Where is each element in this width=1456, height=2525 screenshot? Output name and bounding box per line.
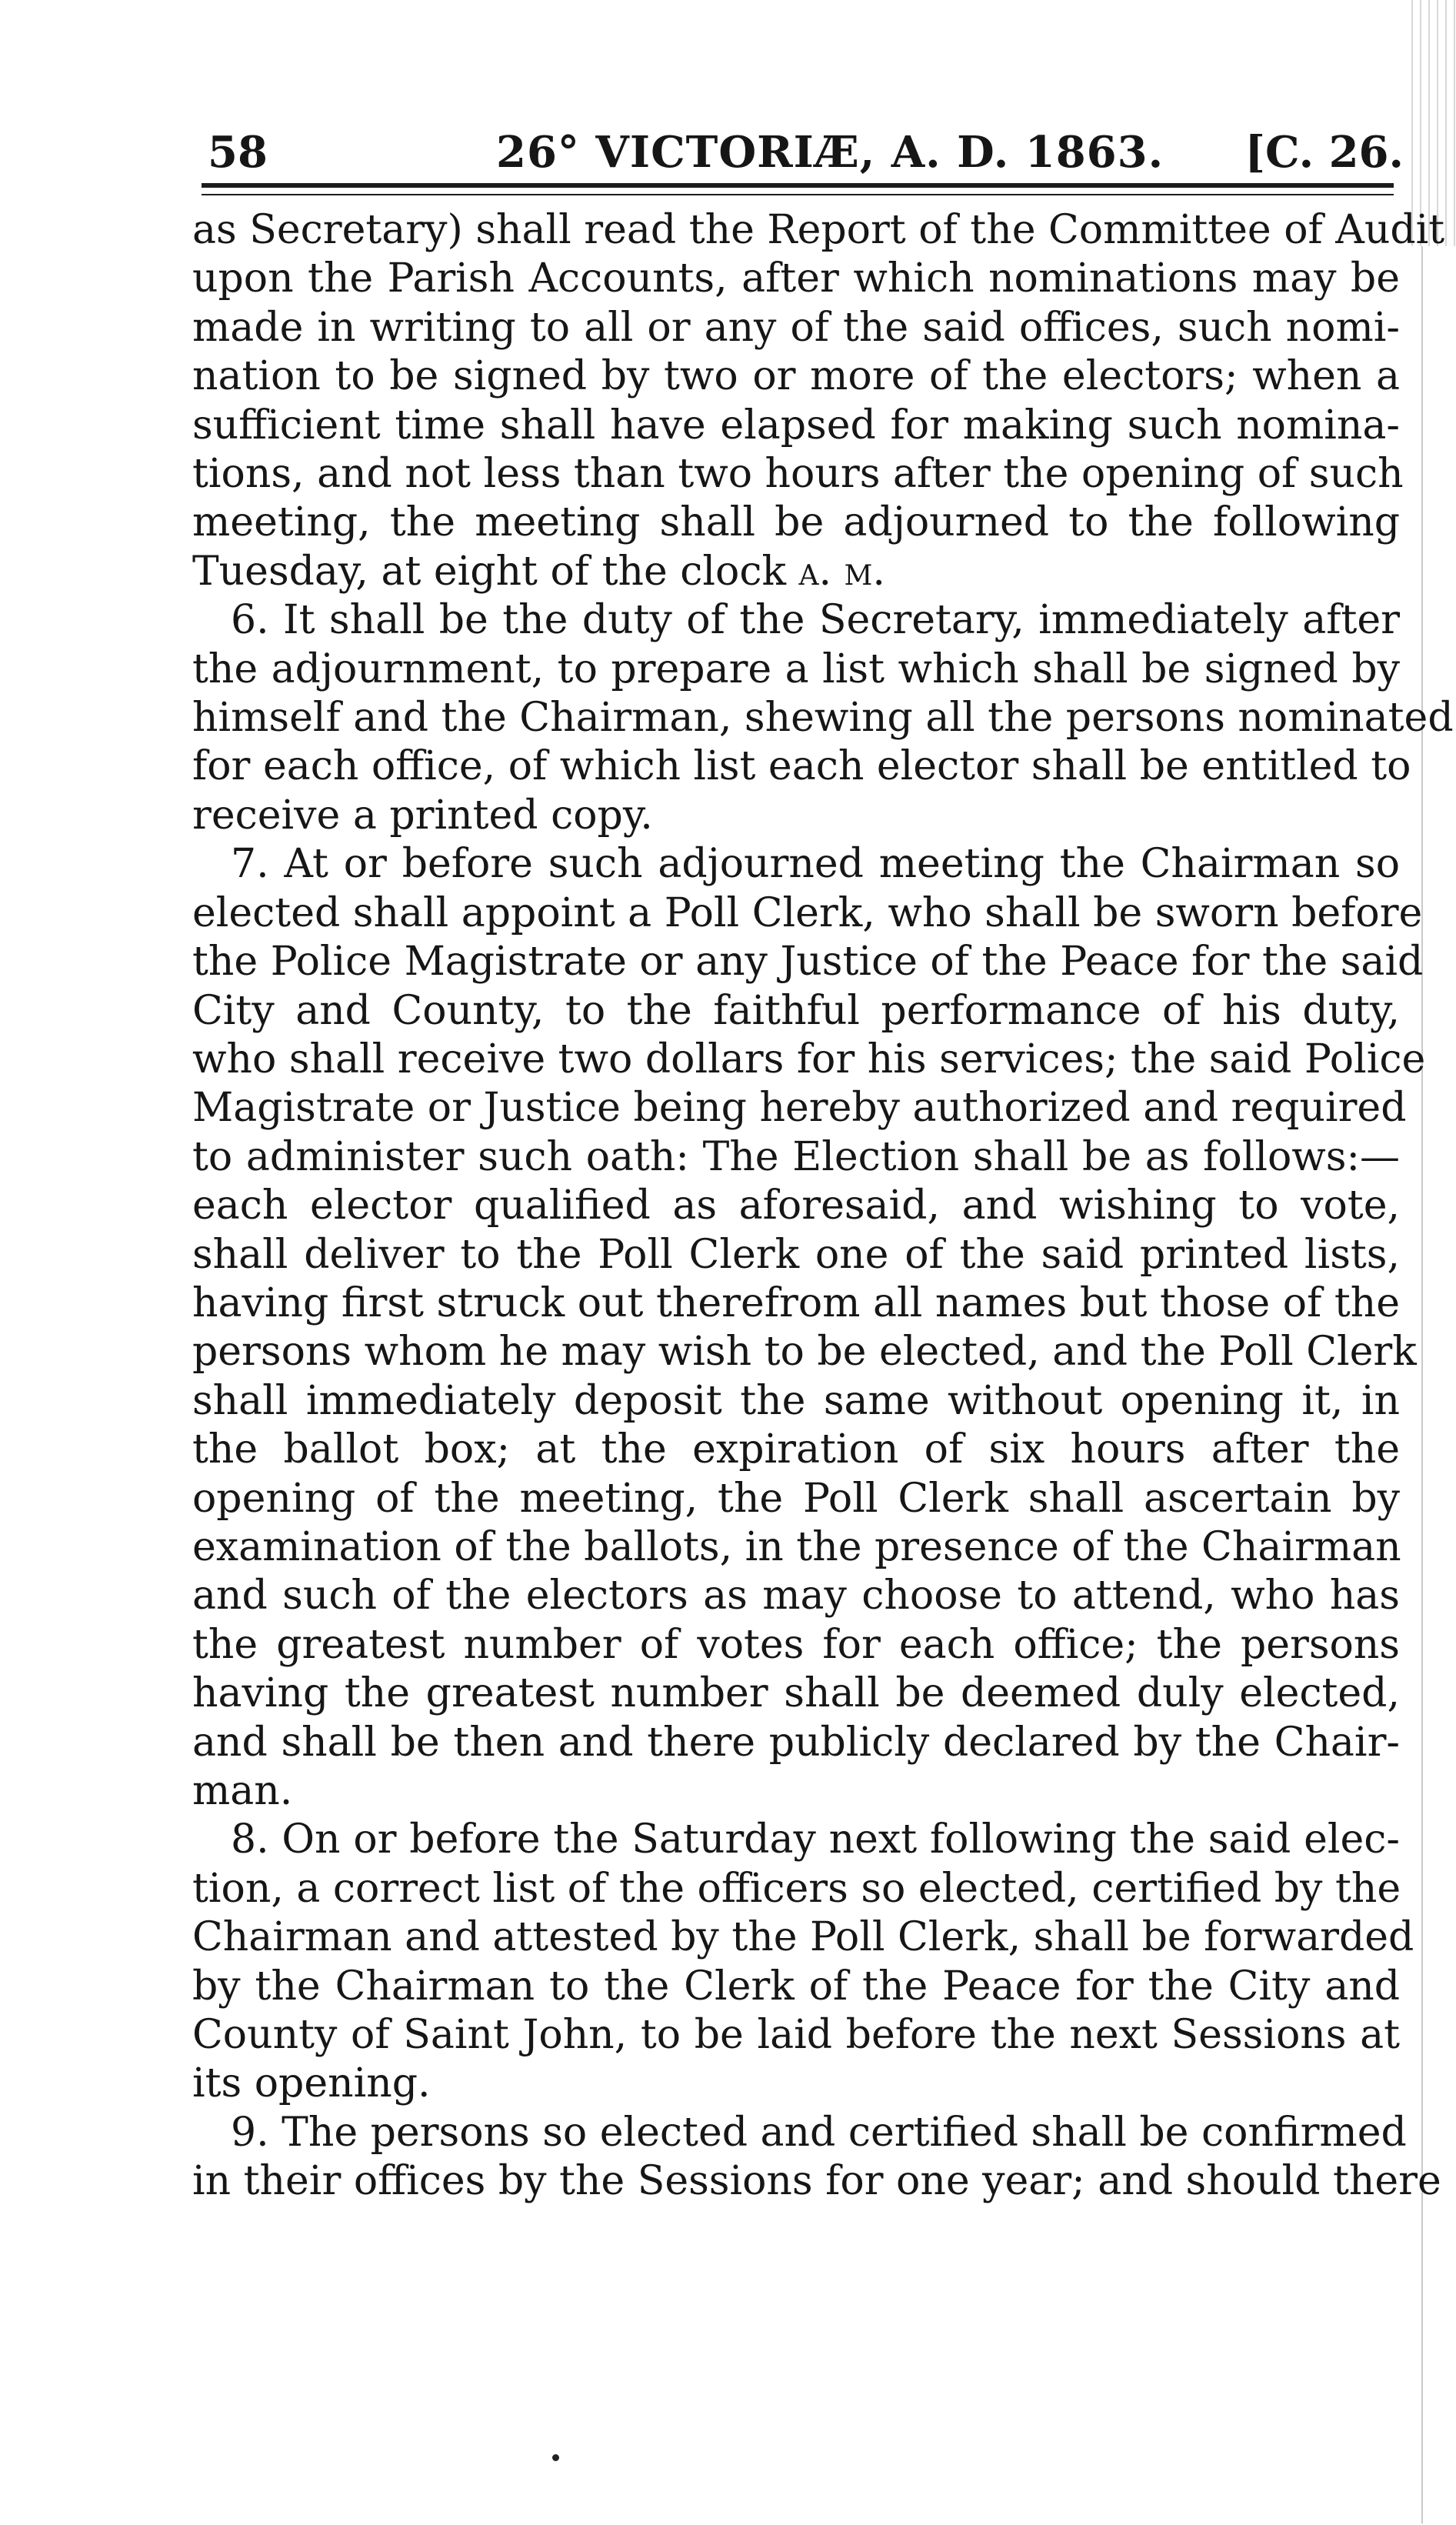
text-line [192,1328,1417,1376]
running-head-title: 26° VICTORIÆ, A. D. 1863. [496,127,1164,178]
text-line-content: 6. It shall be the duty of the Secretary, immediately after [231,597,1400,644]
text-line [192,1816,1400,1864]
text-line [192,1231,1400,1279]
statute-body-text [192,206,1454,2206]
text-line [192,1669,1400,1718]
text-line [192,1426,1400,1474]
chapter-reference: [C. 26. [1244,127,1404,178]
text-line [192,352,1400,401]
text-line [192,450,1404,499]
text-line [192,694,1454,742]
text-line-content: 8. On or before the Saturday next following the said elec- [231,1816,1400,1863]
text-line [192,1621,1400,1669]
text-line-content: who shall receive two dollars for his services; the said Police [192,1036,1426,1082]
text-line-content: nation to be signed by two or more of the electors; when a [192,353,1400,400]
text-line-content: 9. The persons so elected and certified shall be confirmed [231,2109,1407,2156]
text-line [192,1913,1414,1962]
text-line-content: Tuesday, at eight of the clock [192,548,786,595]
text-line [192,1767,1400,1816]
text-line [192,889,1423,938]
text-line-content: shall immediately deposit the same without opening it, in [192,1377,1400,1424]
text-line-content: tions, and not less than two hours after the opening of such [192,451,1404,498]
text-line-content: in their offices by the Sessions for one year; and should there [192,2158,1441,2205]
text-line-content: shall deliver to the Poll Clerk one of the said printed lists, [192,1231,1400,1278]
text-line-content: having first struck out therefrom all names but those of the [192,1279,1400,1326]
text-line [192,1523,1400,1572]
text-line [192,1377,1400,1426]
text-line-content: City and County, to the faithful performance of his duty, [192,987,1400,1034]
text-line [192,645,1400,694]
text-line-content: made in writing to all or any of the said offices, such nomi- [192,304,1400,351]
text-line [192,987,1400,1036]
section-paragraph [192,596,1454,840]
text-line-content: meeting, the meeting shall be adjourned to the following [192,499,1400,546]
text-line-content: and such of the electors as may choose to attend, who has [192,1573,1400,1619]
text-line [192,792,1400,840]
text-line-content: upon the Parish Accounts, after which nominations may be [192,255,1400,302]
text-line-content: man. [192,1768,293,1814]
text-line [192,1133,1400,1182]
section-paragraph [192,840,1426,1816]
section-paragraph [192,2109,1441,2206]
text-line [192,2157,1441,2206]
text-line [192,1036,1426,1084]
text-line [192,596,1400,645]
text-line-content: the Police Magistrate or any Justice of the Peace for the said [192,939,1424,986]
text-line-content: sufficient time shall have elapsed for making such nomina- [192,402,1400,449]
text-line [192,1865,1400,1913]
text-line-content: tion, a correct list of the officers so elected, certified by the [192,1865,1401,1912]
text-line [192,1279,1400,1328]
text-line [192,1963,1400,2011]
header-rule-thin [202,194,1394,195]
text-line-content: the ballot box; at the expiration of six hours after the [192,1426,1400,1473]
text-line-content: Magistrate or Justice being hereby authorized and required [192,1085,1407,1132]
text-line-content: as Secretary) shall read the Report of the Committee of Audit [192,207,1445,253]
text-line [192,1719,1400,1767]
text-line-content: himself and the Chairman, shewing all the persons nominated [192,695,1454,742]
text-line [192,1182,1400,1230]
header-rule-thick [202,183,1394,188]
text-line-content: opening of the meeting, the Poll Clerk shall ascertain by [192,1475,1400,1522]
text-line [192,206,1445,255]
text-line [192,2011,1400,2060]
text-line-content: to administer such oath: The Election shall be as follows:— [192,1133,1400,1180]
text-line [192,304,1400,352]
text-line [192,2060,1400,2108]
text-line-content: examination of the ballots, in the presence of the Chairman [192,1523,1401,1570]
text-line-content: for each office, of which list each elector shall be entitled to [192,743,1411,790]
text-line-content: Chairman and attested by the Poll Clerk, shall be forwarded [192,1914,1414,1961]
text-line [192,2109,1407,2157]
text-line-content: each elector qualified as aforesaid, and wishing to vote, [192,1182,1400,1229]
page-number: 58 [208,127,268,178]
paragraph-continued [192,206,1445,596]
text-line [192,840,1400,889]
text-line-content: 7. At or before such adjourned meeting the Chairman so [231,841,1400,888]
text-line [192,402,1400,450]
text-line [192,938,1424,986]
text-line-content: and shall be then and there publicly declared by the Chair- [192,1719,1400,1766]
text-line-content: County of Saint John, to be laid before the next Sessions at [192,2012,1400,2059]
time-abbreviation: a. m. [798,548,885,595]
text-line [192,1572,1400,1620]
text-line [192,548,1400,596]
stray-ink-dot [552,2454,559,2461]
text-line [192,1084,1407,1132]
text-line-content: having the greatest number shall be deemed duly elected, [192,1670,1400,1717]
text-line-content: its opening. [192,2060,431,2107]
text-line-content: the greatest number of votes for each office; the persons [192,1621,1400,1668]
text-line-content: by the Chairman to the Clerk of the Peace for the City and [192,1963,1400,2010]
text-line [192,1475,1400,1523]
text-line-content: receive a printed copy. [192,792,653,839]
text-line-content: the adjournment, to prepare a list which shall be signed by [192,645,1400,692]
text-line-content: persons whom he may wish to be elected, and the Poll Clerk [192,1329,1417,1376]
running-header [208,122,1404,183]
text-line [192,742,1411,791]
text-line-content: elected shall appoint a Poll Clerk, who shall be sworn before [192,889,1423,936]
text-line [192,255,1400,303]
text-line [192,499,1400,547]
section-paragraph [192,1816,1414,2108]
